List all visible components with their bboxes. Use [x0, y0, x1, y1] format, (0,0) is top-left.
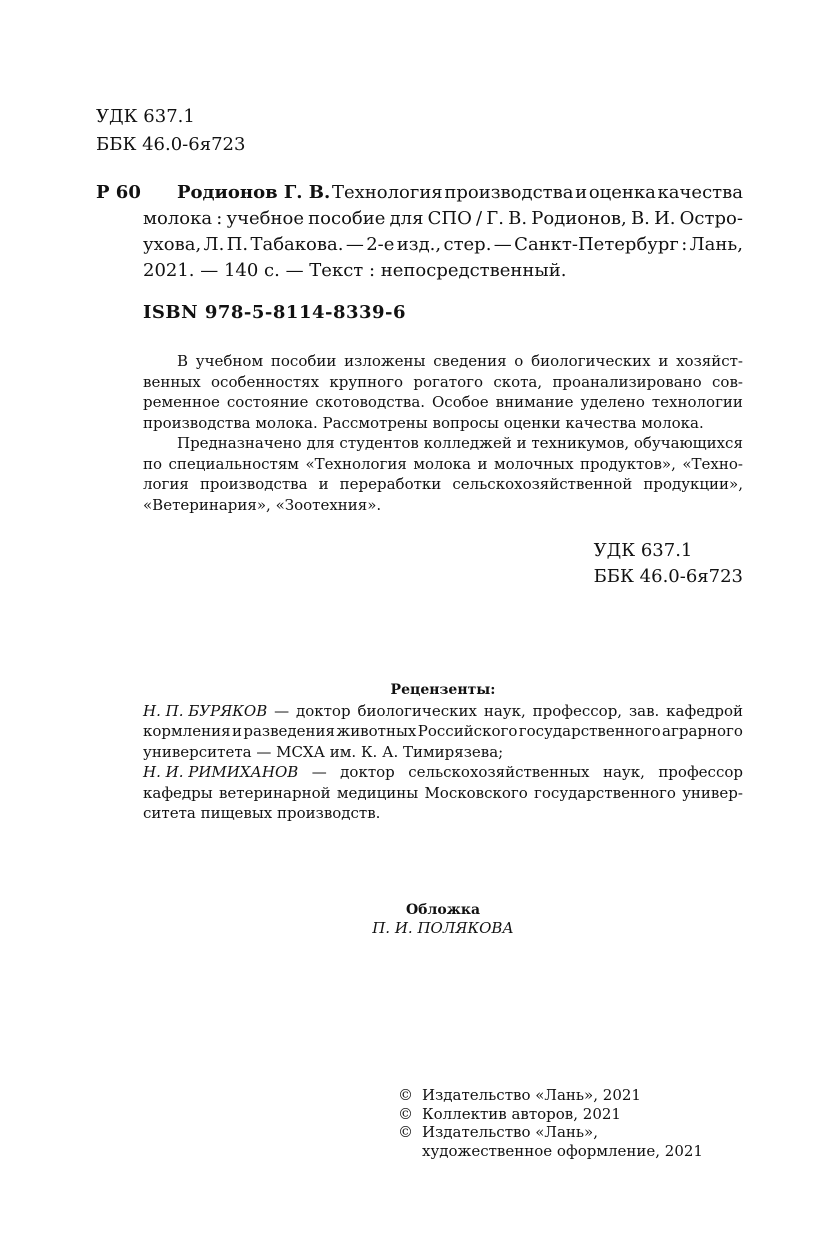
copyright-text: Коллектив авторов, 2021 — [422, 1104, 621, 1123]
word: Особое — [432, 393, 489, 411]
word: Табакова. — [250, 234, 344, 255]
reviewer-line — [143, 721, 743, 742]
word: — — [274, 701, 290, 720]
reviewer-name: Н. П. БУРЯКОВ — [143, 701, 268, 720]
word: кафедры — [143, 783, 213, 802]
annotation-line — [143, 454, 743, 475]
copyright-line — [398, 1105, 703, 1124]
bbk-code: ББК 46.0-6я723 — [593, 566, 743, 587]
affiliation: университета — МСХА им. К. А. Тимирязева; — [143, 742, 504, 761]
word: Г. — [486, 208, 504, 229]
word: и — [658, 352, 669, 370]
word: животных — [336, 722, 417, 740]
annotation-line — [143, 433, 743, 454]
affiliation: ситета пищевых производств. — [143, 804, 381, 822]
word: изложены — [344, 352, 426, 370]
annotation-line — [143, 392, 743, 413]
word: и — [477, 454, 488, 473]
word: П. — [226, 234, 249, 255]
word: биологических — [357, 701, 477, 720]
word: продукции», — [643, 475, 743, 493]
word: и — [231, 722, 242, 740]
author-sign: Р 60 — [96, 182, 141, 203]
copyright-icon: © — [398, 1104, 413, 1123]
copyright-line — [398, 1086, 703, 1105]
word: стер. — [443, 234, 492, 255]
sentence: производства молока. Рассмотрены вопросы оценки качества молока. — [143, 413, 704, 432]
word: крупного — [329, 372, 404, 391]
word: «Технология — [305, 454, 407, 473]
word: — — [311, 763, 327, 781]
word: изд., — [396, 234, 442, 255]
word: колледжей — [423, 434, 512, 452]
word: техникумов, — [531, 434, 630, 452]
word: 2-е — [366, 234, 395, 255]
word: продуктов», — [580, 454, 676, 473]
word: молока — [413, 454, 471, 473]
word: специальностям — [168, 454, 299, 473]
word: молочных — [493, 454, 574, 473]
annotation-line — [143, 495, 743, 516]
word: пособии — [270, 352, 337, 370]
annotation — [143, 351, 743, 515]
word: скотоводства. — [315, 393, 426, 411]
word: для — [389, 208, 424, 229]
copyright-icon: © — [398, 1123, 413, 1141]
word: наук, — [602, 763, 645, 781]
word: Родионов, — [531, 208, 627, 229]
reviewers-heading: Рецензенты: — [390, 682, 496, 698]
reviewer-line — [143, 762, 743, 783]
word: государственного — [518, 722, 661, 740]
word: венных — [143, 372, 201, 391]
word: В — [177, 352, 189, 370]
word: молока — [143, 208, 213, 229]
word: состояние — [226, 393, 309, 411]
copyright-text: Издательство «Лань», 2021 — [422, 1086, 641, 1104]
word: универ- — [682, 783, 743, 802]
copyright-icon: © — [398, 1086, 413, 1104]
word: сельскохозяйственной — [452, 475, 633, 493]
word: «Техно- — [682, 454, 743, 473]
copyright-line — [398, 1123, 703, 1142]
udk-bbk-top — [96, 103, 245, 159]
copyright-text: Издательство «Лань», — [422, 1123, 599, 1141]
word: Остро- — [679, 208, 743, 229]
word: : — [216, 208, 223, 229]
biblio-tail: 2021. — 140 с. — Текст : непосредственный. — [143, 260, 567, 281]
word: производства — [199, 475, 308, 493]
word: доктор — [295, 701, 351, 720]
word: для — [306, 434, 335, 452]
word: пособие — [308, 208, 386, 229]
annotation-line — [143, 372, 743, 393]
reviewer-line — [143, 803, 743, 824]
word: государственного — [534, 783, 676, 802]
word: обучающихся — [633, 434, 743, 452]
reviewer-line — [143, 701, 743, 722]
word: кафедрой — [666, 701, 743, 720]
word: медицины — [336, 783, 419, 802]
reviewers-block — [143, 680, 743, 824]
word: по — [143, 454, 163, 473]
word: особенностях — [211, 372, 320, 391]
word: ветеринарной — [218, 783, 331, 802]
word: наук, — [483, 701, 526, 720]
word: учебном — [195, 352, 264, 370]
cover-heading: Обложка — [405, 902, 481, 918]
word: разведения — [243, 722, 335, 740]
word: Московского — [424, 783, 528, 802]
word: ухова, — [143, 234, 202, 255]
word: — — [493, 234, 512, 255]
udk-code: УДК 637.1 — [96, 106, 195, 127]
word: В. — [508, 208, 528, 229]
word: Л. — [203, 234, 225, 255]
biblio-line — [143, 180, 743, 206]
word: уделено — [580, 393, 645, 411]
annotation-line — [143, 413, 743, 434]
word: скота, — [493, 372, 543, 391]
annotation-line — [143, 351, 743, 372]
word: сов- — [712, 372, 743, 391]
reviewer-line — [143, 783, 743, 804]
cover-credit — [143, 901, 743, 937]
udk-code: УДК 637.1 — [593, 540, 693, 561]
isbn: ISBN 978-5-8114-8339-6 — [143, 302, 407, 323]
word: проанализировано — [552, 372, 702, 391]
word: Российского — [417, 722, 518, 740]
word: Санкт-Петербург — [514, 234, 679, 255]
biblio-line — [143, 232, 743, 258]
copyright-block — [398, 1086, 703, 1160]
word: доктор — [340, 763, 395, 781]
bbk-code: ББК 46.0-6я723 — [96, 134, 246, 155]
copyright-continuation: художественное оформление, 2021 — [422, 1141, 703, 1160]
word: В. — [630, 208, 650, 229]
word: производства — [444, 182, 574, 203]
word: биологических — [531, 352, 651, 370]
word: : — [681, 234, 688, 255]
annotation-line — [143, 474, 743, 495]
word: ременное — [143, 393, 220, 411]
word: и — [575, 182, 588, 203]
word: — — [345, 234, 364, 255]
word: учебное — [226, 208, 304, 229]
word: хозяйст- — [676, 352, 743, 370]
bibliographic-record — [143, 180, 743, 284]
cover-artist: П. И. ПОЛЯКОВА — [372, 919, 514, 937]
word: зав. — [628, 701, 660, 720]
word: сведения — [433, 352, 507, 370]
word: Лань, — [689, 234, 743, 255]
author-name: Родионов Г. В. — [177, 182, 331, 203]
word: студентов — [339, 434, 419, 452]
word: / — [476, 208, 483, 229]
word: профессор — [658, 763, 743, 781]
word: аграрного — [662, 722, 743, 740]
word: оценка — [588, 182, 656, 203]
word: и — [516, 434, 527, 452]
word: о — [514, 352, 524, 370]
word: сельскохозяйственных — [408, 763, 590, 781]
reviewer-name: Н. И. РИМИХАНОВ — [143, 763, 299, 781]
word: СПО — [427, 208, 472, 229]
reviewer-line — [143, 742, 743, 763]
word: логия — [143, 475, 189, 493]
sentence: «Ветеринария», «Зоотехния». — [143, 495, 382, 514]
word: и — [318, 475, 329, 493]
word: профессор, — [532, 701, 623, 720]
word: внимание — [495, 393, 574, 411]
word: И. — [654, 208, 676, 229]
biblio-line — [143, 206, 743, 232]
word: Предназначено — [177, 434, 302, 452]
biblio-line — [143, 258, 743, 284]
word: Технология — [331, 182, 443, 203]
word: переработки — [339, 475, 442, 493]
word: рогатого — [413, 372, 484, 391]
word: качества — [657, 182, 743, 203]
word: технологии — [651, 393, 743, 411]
udk-bbk-bottom — [594, 538, 743, 590]
word: кормления — [143, 722, 231, 740]
